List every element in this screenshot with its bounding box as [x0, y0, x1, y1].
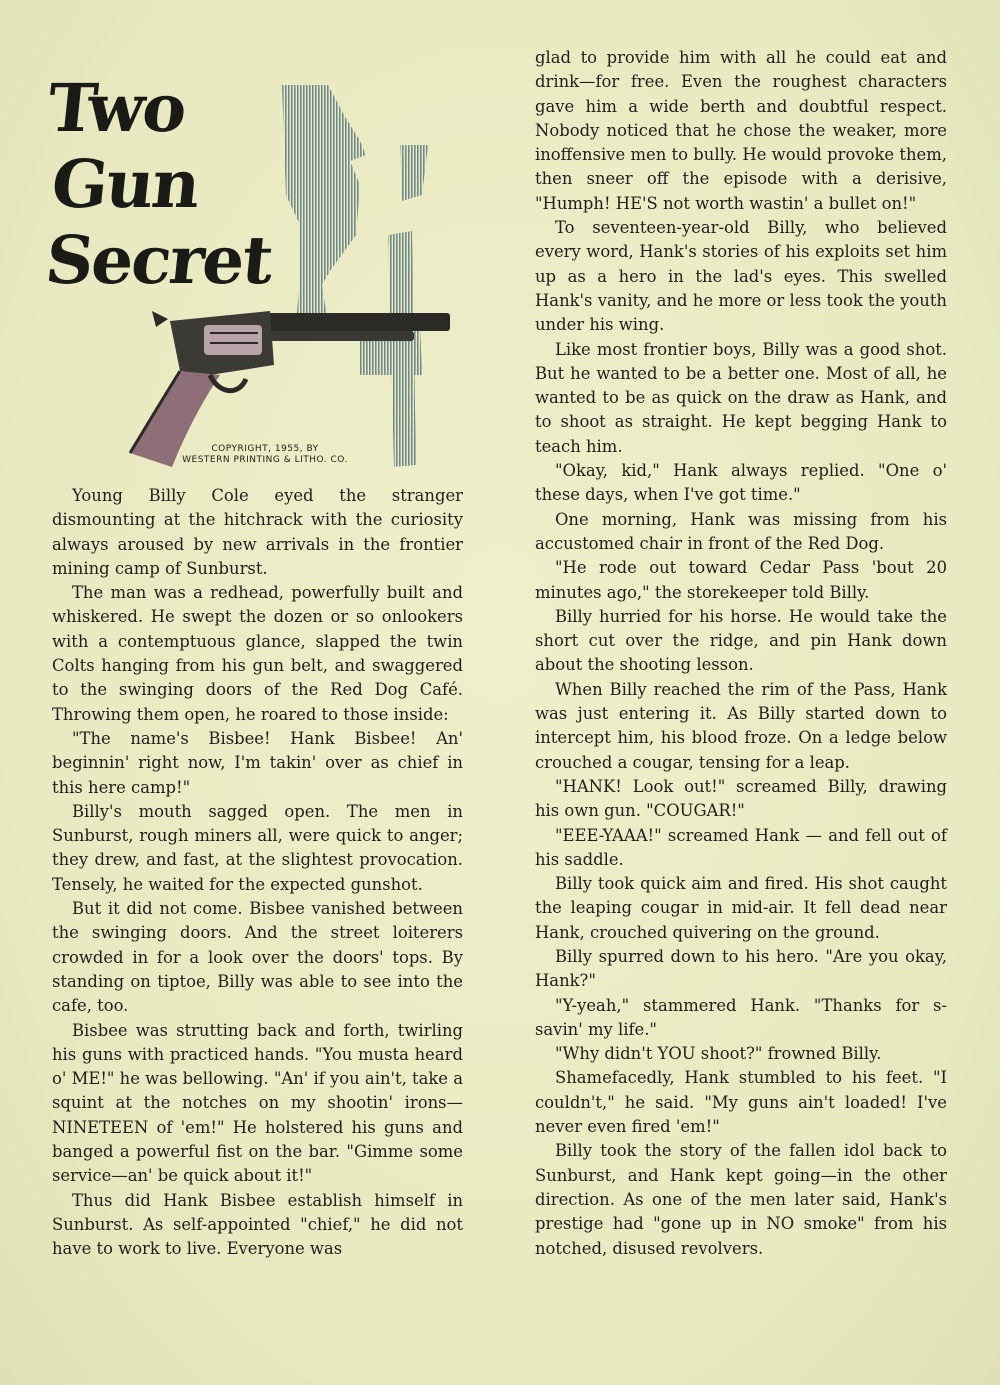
copyright-line-1: COPYRIGHT, 1955, BY: [211, 444, 319, 454]
copyright-line-2: WESTERN PRINTING & LITHO. CO.: [182, 455, 348, 465]
holster-gun-silhouette: [282, 85, 428, 467]
paragraph: "He rode out toward Cedar Pass 'bout 20 minutes ago," the storekeeper told Billy.: [535, 558, 947, 602]
paragraph-continued: glad to provide him with all he could eat and drink—for free. Even the roughest characters gave him a wide berth and doubtful respect. Nobody noticed that he chose the weaker, more inoffensive men to bully. He would provoke them, then sneer off the episode with a derisive, "Humph! HE'S not worth wastin' a bullet on!": [535, 48, 947, 213]
paragraph: "Why didn't YOU shoot?" frowned Billy.: [555, 1044, 882, 1064]
paragraph: Billy took quick aim and fired. His shot caught the leaping cougar in mid-air. It fell dead near Hank, crouched quivering on the ground.: [535, 874, 947, 942]
paragraph: The man was a redhead, powerfully built and whiskered. He swept the dozen or so onlookers with a contemptuous glance, slapped the twin Colts hanging from his gun belt, and swaggered to the swinging doors of the Red Dog Café. Throwing them open, he roared to those inside:: [52, 583, 463, 724]
paragraph: "The name's Bisbee! Hank Bisbee! An' beginnin' right now, I'm takin' over as chief in this here camp!": [52, 728, 463, 797]
paragraph: Billy took the story of the fallen idol back to Sunburst, and Hank kept going—in the other direction. As one of the men later said, Hank's prestige had "gone up in NO smoke" from his notched, disused revolvers.: [535, 1141, 947, 1258]
paragraph: Shamefacedly, Hank stumbled to his feet. "I couldn't," he said. "My guns ain't loaded! I've never even fired 'em!": [535, 1068, 947, 1137]
title-line-two: Two: [43, 69, 189, 147]
copyright-notice: [160, 444, 370, 466]
paragraph: Bisbee was strutting back and forth, twirling his guns with practiced hands. "You musta heard o' ME!" he was bellowing. "An' if you ain't, take a squint at the notches on my shootin' irons—NINETEEN of 'em!" He holstered his guns and banged a powerful fist on the bar. "Gimme some service—an' be quick about it!": [52, 1020, 463, 1186]
paragraph: "Okay, kid," Hank always replied. "One o' these days, when I've got time.": [535, 461, 947, 505]
paragraph: "HANK! Look out!" screamed Billy, drawing his own gun. "COUGAR!": [535, 776, 947, 821]
paragraph: But it did not come. Bisbee vanished between the swinging doors. And the street loiterers crowded in for a look over the doors' tops. By standing on tiptoe, Billy was able to see into the cafe, too.: [52, 899, 463, 1016]
story-column-right: [535, 46, 947, 1261]
title-line-gun: Gun: [47, 145, 203, 223]
paragraph: Billy's mouth sagged open. The men in Sunburst, rough miners all, were quick to anger; they drew, and fast, at the slightest provocation. Tensely, he waited for the expected gunshot.: [52, 801, 463, 894]
title-line-secret: Secret: [41, 221, 276, 299]
paragraph: One morning, Hank was missing from his accustomed chair in front of the Red Dog.: [535, 509, 947, 553]
paragraph: Young Billy Cole eyed the stranger dismounting at the hitchrack with the curiosity always aroused by new arrivals in the frontier mining camp of Sunburst.: [52, 486, 463, 578]
revolver-illustration: [60, 75, 480, 475]
paragraph: Billy hurried for his horse. He would take the short cut over the ridge, and pin Hank down about the shooting lesson.: [535, 606, 947, 675]
paragraph: To seventeen-year-old Billy, who believed every word, Hank's stories of his exploits set him up as a hero in the lad's eyes. This swelled Hank's vanity, and he more or less took the youth under his wing.: [535, 218, 947, 335]
paragraph: "Y-yeah," stammered Hank. "Thanks for s-savin' my life.": [535, 995, 947, 1039]
paragraph: Billy spurred down to his hero. "Are you okay, Hank?": [535, 946, 947, 991]
paragraph: "EEE-YAAA!" screamed Hank — and fell out of his saddle.: [535, 825, 947, 869]
story-column-left: [52, 484, 463, 1262]
paragraph: When Billy reached the rim of the Pass, Hank was just entering it. As Billy started down to intercept him, his blood froze. On a ledge below crouched a cougar, tensing for a leap.: [535, 679, 947, 772]
paragraph: Like most frontier boys, Billy was a good shot. But he wanted to be a better one. Most of all, he wanted to be as quick on the draw as Hank, and to shoot as straight. He kept begging Hank to teach him.: [535, 339, 947, 456]
paragraph: Thus did Hank Bisbee establish himself in Sunburst. As self-appointed "chief," he did not have to work to live. Everyone was: [52, 1190, 463, 1259]
